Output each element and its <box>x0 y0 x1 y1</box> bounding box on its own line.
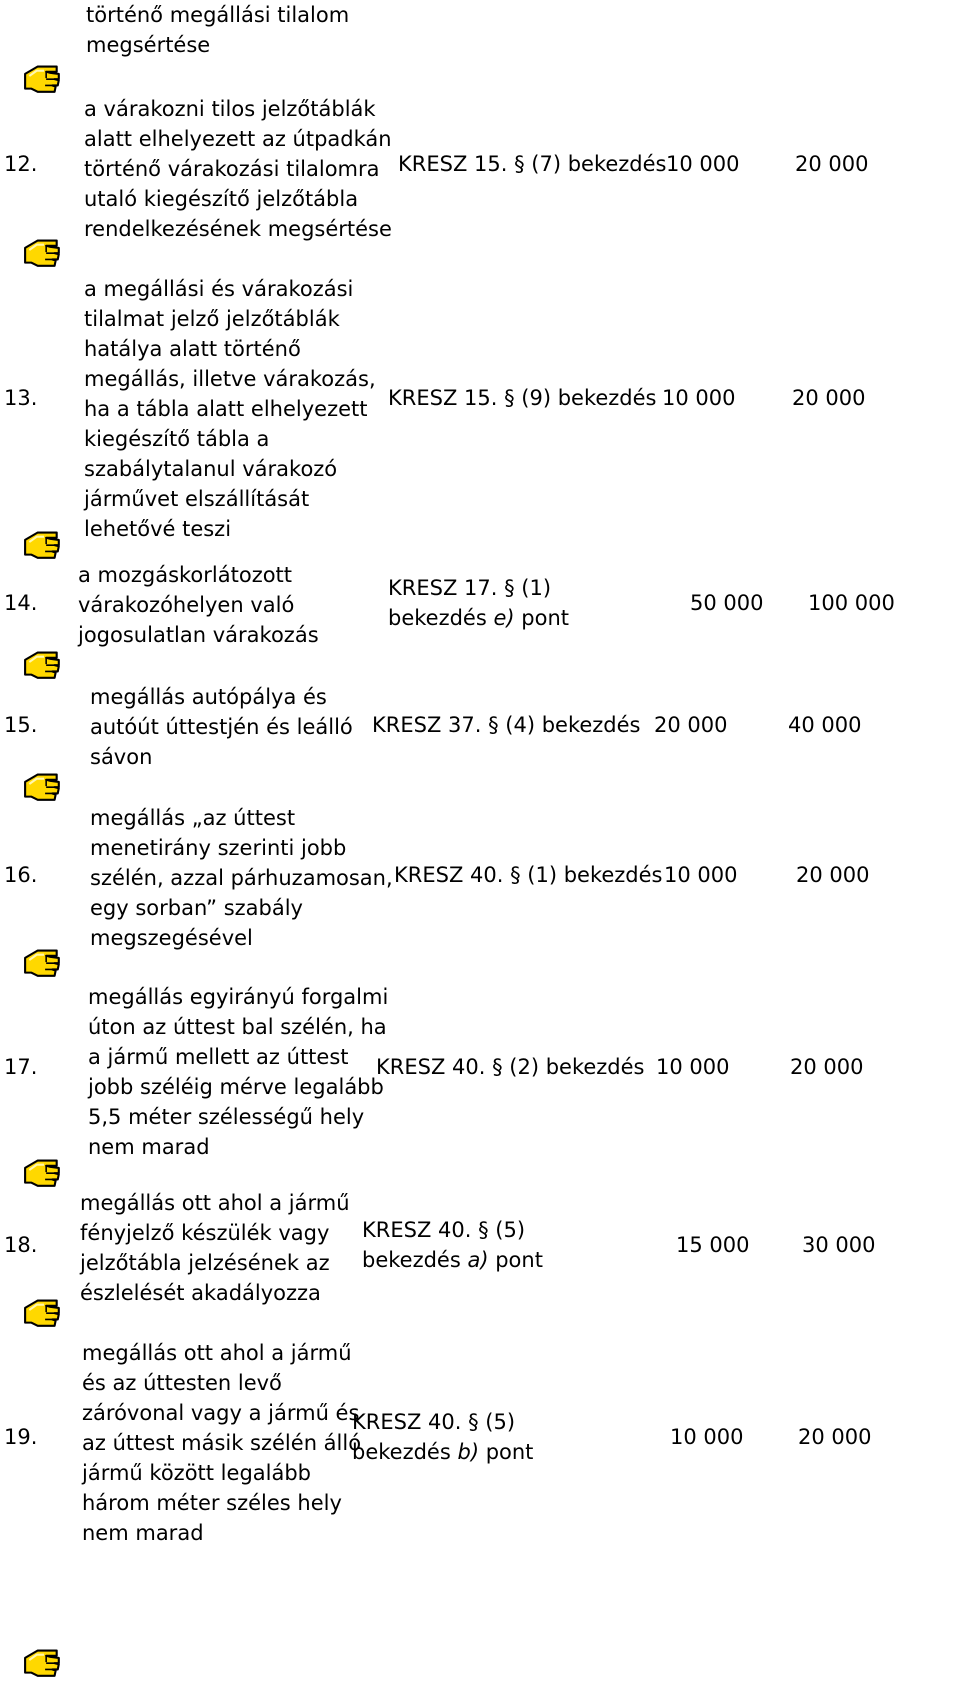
row-fine-max: 100 000 <box>808 591 895 615</box>
pointing-hand-icon <box>18 1640 68 1680</box>
row-reference-line1: KRESZ 40. § (5) <box>352 1410 516 1434</box>
row-fine-max: 20 000 <box>790 1055 864 1079</box>
row-11-description-fragment: történő megállási tilalom megsértése <box>86 3 350 57</box>
row-number: 18. <box>4 1233 38 1257</box>
row-fine-min: 10 000 <box>670 1425 744 1449</box>
row-reference-line2: bekezdés a) pont <box>362 1248 543 1272</box>
row-number: 12. <box>4 152 38 176</box>
row-description: megállás egyirányú forgalmi úton az úttest bal szélén, ha a jármű mellett az úttest jobb széléig mérve legalább 5,5 méter szélességű hely nem marad <box>88 985 389 1159</box>
row-reference-line2: bekezdés e) pont <box>388 606 570 630</box>
row-description: megállás ott ahol a jármű fényjelző készülék vagy jelzőtábla jelzésének az észlelését akadályozza <box>80 1191 350 1305</box>
row-reference: KRESZ 15. § (7) bekezdés <box>398 152 667 176</box>
row-fine-min: 15 000 <box>676 1233 750 1257</box>
pointing-hand-icon <box>18 230 68 270</box>
row-number: 16. <box>4 863 38 887</box>
row-description: megállás „az úttest menetirány szerinti jobb szélén, azzal párhuzamosan, egy sorban” szabály megszegésével <box>90 806 393 950</box>
row-reference: KRESZ 40. § (1) bekezdés <box>394 863 663 887</box>
row-description: megállás autópálya és autóút úttestjén és leálló sávon <box>90 685 353 769</box>
pointing-hand-icon <box>18 940 68 980</box>
row-fine-min: 50 000 <box>690 591 764 615</box>
pointing-hand-icon <box>18 1290 68 1330</box>
row-fine-min: 20 000 <box>654 713 728 737</box>
pointing-hand-icon <box>18 642 68 682</box>
row-reference-line2: bekezdés b) pont <box>352 1440 534 1464</box>
row-reference-line1: KRESZ 40. § (5) <box>362 1218 526 1242</box>
row-number: 14. <box>4 591 38 615</box>
row-description: megállás ott ahol a jármű és az úttesten levő záróvonal vagy a jármű és az úttest másik szélén álló jármű között legalább három méter széles hely nem marad <box>82 1341 362 1545</box>
row-description: a mozgáskorlátozott várakozóhelyen való jogosulatlan várakozás <box>78 563 319 647</box>
pointing-hand-icon <box>18 522 68 562</box>
row-number: 13. <box>4 386 38 410</box>
row-number: 17. <box>4 1055 38 1079</box>
row-fine-min: 10 000 <box>666 152 740 176</box>
row-number: 19. <box>4 1425 38 1449</box>
row-fine-max: 40 000 <box>788 713 862 737</box>
row-fine-max: 30 000 <box>802 1233 876 1257</box>
row-fine-max: 20 000 <box>792 386 866 410</box>
row-fine-max: 20 000 <box>798 1425 872 1449</box>
pointing-hand-icon <box>18 764 68 804</box>
row-fine-min: 10 000 <box>662 386 736 410</box>
row-fine-min: 10 000 <box>664 863 738 887</box>
row-reference: KRESZ 37. § (4) bekezdés <box>372 713 641 737</box>
row-description: a várakozni tilos jelzőtáblák alatt elhelyezett az útpadkán történő várakozási tilalomra utaló kiegészítő jelzőtábla rendelkezésének megsértése <box>84 97 392 241</box>
pointing-hand-icon <box>18 56 68 96</box>
row-reference: KRESZ 15. § (9) bekezdés <box>388 386 657 410</box>
row-number: 15. <box>4 713 38 737</box>
row-fine-min: 10 000 <box>656 1055 730 1079</box>
row-reference: KRESZ 40. § (2) bekezdés <box>376 1055 645 1079</box>
row-fine-max: 20 000 <box>796 863 870 887</box>
row-description: a megállási és várakozási tilalmat jelző jelzőtáblák hatálya alatt történő megállás, illetve várakozás, ha a tábla alatt elhelyezett kiegészítő tábla a szabálytalanul várakozó járművet elszállítását lehetővé teszi <box>84 277 376 541</box>
pointing-hand-icon <box>18 1150 68 1190</box>
row-fine-max: 20 000 <box>795 152 869 176</box>
row-reference-line1: KRESZ 17. § (1) <box>388 576 552 600</box>
